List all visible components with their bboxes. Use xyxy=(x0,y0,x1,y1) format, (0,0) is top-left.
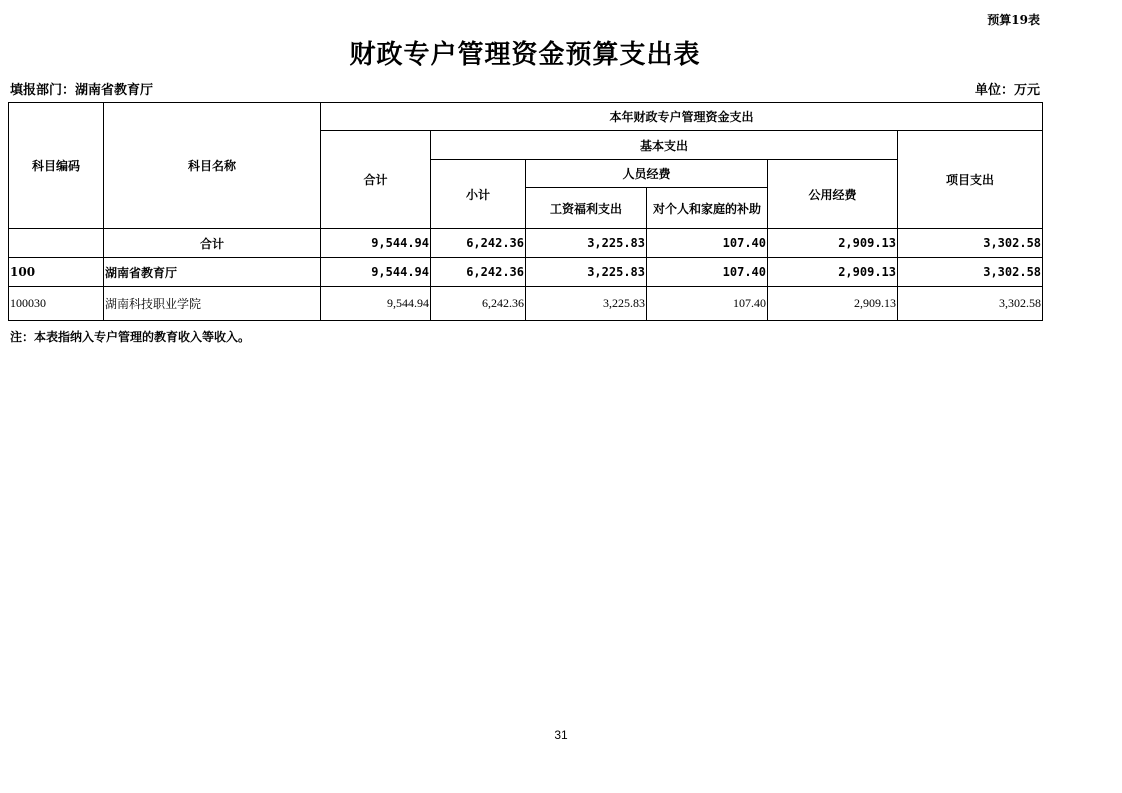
header-public: 公用经费 xyxy=(768,160,898,229)
row-name: 湖南省教育厅 xyxy=(104,258,321,287)
table-row xyxy=(9,258,1043,287)
header-group-top: 本年财政专户管理资金支出 xyxy=(321,103,1043,131)
header-subsidy: 对个人和家庭的补助 xyxy=(647,188,768,229)
row-public: 2,909.13 xyxy=(768,258,898,287)
table-row xyxy=(9,229,1043,258)
row-project: 3,302.58 xyxy=(898,258,1043,287)
row-public: 2,909.13 xyxy=(768,229,898,258)
row-subsidy: 107.40 xyxy=(647,258,768,287)
header-project: 项目支出 xyxy=(898,131,1043,229)
page-number: 31 xyxy=(554,728,568,742)
row-total: 9,544.94 xyxy=(321,258,431,287)
row-name: 湖南科技职业学院 xyxy=(104,287,321,321)
row-subsidy: 107.40 xyxy=(647,229,768,258)
header-basic: 基本支出 xyxy=(431,131,898,160)
table-code-tag: 预算19表 xyxy=(987,13,1040,27)
row-total: 9,544.94 xyxy=(321,229,431,258)
header-subtotal: 小计 xyxy=(431,160,526,229)
header-personnel: 人员经费 xyxy=(526,160,768,188)
header-name: 科目名称 xyxy=(104,103,321,229)
table-row xyxy=(9,287,1043,321)
budget-table xyxy=(8,102,1043,321)
footnote: 注：本表指纳入专户管理的教育收入等收入。 xyxy=(10,330,251,344)
header-code: 科目编码 xyxy=(9,103,104,229)
row-total: 9,544.94 xyxy=(321,287,431,321)
row-wages: 3,225.83 xyxy=(526,287,647,321)
row-subsidy: 107.40 xyxy=(647,287,768,321)
row-project: 3,302.58 xyxy=(898,287,1043,321)
row-code: 100 xyxy=(9,258,104,287)
row-subtotal: 6,242.36 xyxy=(431,258,526,287)
row-name: 合计 xyxy=(104,229,321,258)
row-wages: 3,225.83 xyxy=(526,258,647,287)
header-total: 合计 xyxy=(321,131,431,229)
header-wages: 工资福利支出 xyxy=(526,188,647,229)
row-subtotal: 6,242.36 xyxy=(431,229,526,258)
row-code xyxy=(9,229,104,258)
row-project: 3,302.58 xyxy=(898,229,1043,258)
row-public: 2,909.13 xyxy=(768,287,898,321)
row-wages: 3,225.83 xyxy=(526,229,647,258)
unit-label: 单位：万元 xyxy=(974,83,1040,98)
row-subtotal: 6,242.36 xyxy=(431,287,526,321)
row-code: 100030 xyxy=(9,287,104,321)
reporting-department: 填报部门：湖南省教育厅 xyxy=(10,83,154,98)
page-title: 财政专户管理资金预算支出表 xyxy=(349,40,701,70)
